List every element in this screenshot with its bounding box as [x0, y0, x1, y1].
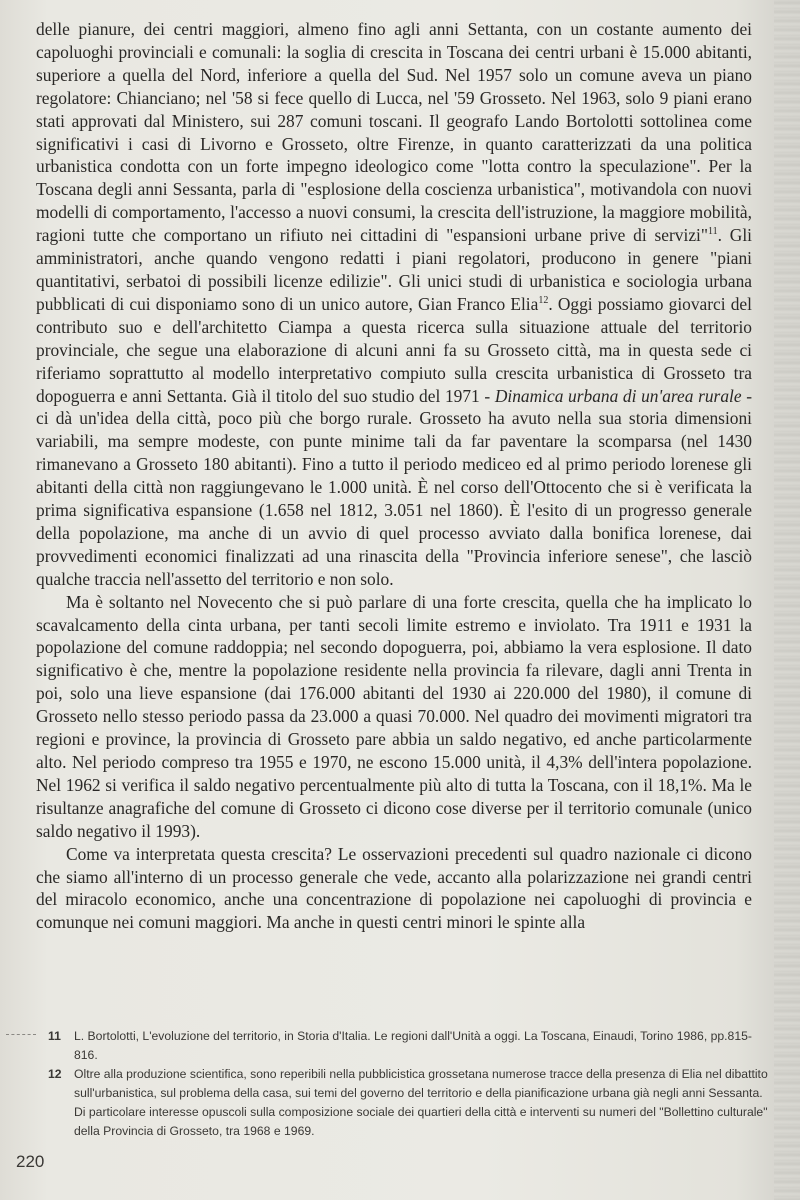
study-title: Dinamica urbana di un'area rurale: [494, 385, 742, 406]
body-text: [36, 18, 752, 934]
footnote-text: L. Bortolotti, L'evoluzione del territorio, in Storia d'Italia. Le regioni dall'Unità a oggi. La Toscana, Einaudi, Torino 1986, pp.815-816.: [74, 1029, 752, 1062]
footnote-separator: [6, 1034, 36, 1035]
footnotes: [48, 1027, 768, 1141]
page-number: 220: [16, 1152, 45, 1171]
paragraph-1: [36, 18, 752, 591]
paragraph-1-part-b: . Gli amministratori, anche quando vengono redatti i piani regolatori, producono in genere "piani quantitativi, serbatoi di possibili licenze edilizie". Gli unici studi di urbanistica e sociologia urbana pubblicati di cui disponiamo sono di un unico autore, Gian Franco Elia: [36, 225, 752, 314]
footnote-text: Oltre alla produzione scientifica, sono reperibili nella pubblicistica grossetana numerose tracce della presenza di Elia nel dibattito sull'urbanistica, sul problema della casa, sui temi del governo del territorio e della pianificazione urbana già negli anni Sessanta. Di particolare interesse opuscoli sulla composizione sociale dei quartieri della città e interventi su numeri del "Bollettino culturale" della Provincia di Grosseto, tra 1968 e 1969.: [74, 1067, 768, 1138]
paragraph-2: Ma è soltanto nel Novecento che si può parlare di una forte crescita, quella che ha implicato lo scavalcamento della cinta urbana, per tanti secoli limite estremo e inviolato. Tra 1911 e 1931 la popolazione del comune raddoppia; nel secondo dopoguerra, poi, abbiamo la vera esplosione. Il dato significativo è che, mentre la popolazione residente nella provincia fa rilevare, dagli anni Trenta in poi, solo una lieve espansione (dai 176.000 abitanti del 1930 ai 220.000 del 1980), il comune di Grosseto nello stesso periodo passa da 23.000 a quasi 70.000. Nel quadro dei movimenti migratori tra regioni e province, la provincia di Grosseto pare abbia un saldo negativo, ed anche particolarmente alto. Nel periodo compreso tra 1955 e 1970, ne escono 15.000 unità, il 4,3% dell'intera popolazione. Nel 1962 si verifica il saldo negativo percentualmente più alto di tutta la Toscana, con il 18,1%. Ma le risultanze anagrafiche del comune di Grosseto ci dicono cose diverse per il territorio comunale (unico saldo negativo il 1993).: [36, 591, 752, 841]
paragraph-1-part-d: - ci dà un'idea della città, poco più che borgo rurale. Grosseto ha avuto nella sua storia dimensioni variabili, ma sempre modeste, con punte minime tali da far paventare la scomparsa (nel 1430 rimanevano a Grosseto 180 abitanti). Fino a tutto il periodo mediceo ed al primo periodo lorenese gli abitanti della città non raggiungevano le 1.000 unità. È nel corso dell'Ottocento che si è verificata la prima significativa espansione (1.658 nel 1812, 3.051 nel 1860). È l'esito di un progresso generale della popolazione, ma anche di un avvio di quel processo avviato dalla bonifica lorenese, dai provvedimenti economici finalizzati ad una rinascita della "Provincia inferiore senese", che lasciò qualche traccia nell'assetto del territorio e non solo.: [36, 385, 752, 589]
page-edge: [774, 0, 800, 1200]
footnote-number: 11: [48, 1029, 61, 1043]
paragraph-3: Come va interpretata questa crescita? Le osservazioni precedenti sul quadro nazionale ci dicono che siamo all'interno di un processo generale che vede, accanto alla polarizzazione nei grandi centri del miracolo economico, anche una concentrazione di popolazione nei capoluoghi di provincia e comunque nei comuni maggiori. Ma anche in questi centri minori le spinte alla: [36, 843, 752, 933]
footnote-number: 12: [48, 1067, 62, 1081]
footnote-11: [48, 1027, 768, 1065]
paragraph-1-part-c: . Oggi possiamo giovarci del contributo suo e dell'architetto Ciampa a questa ricerca sulla situazione attuale del territorio provinciale, che segue una elaborazione di alcuni anni fa su Grosseto città, ma in questa sede ci riferiamo soprattutto al modello interpretativo compiuto sulla crescita urbanistica di Grosseto tra dopoguerra e anni Settanta. Già il titolo del suo studio del 1971 -: [36, 293, 752, 406]
footnote-ref-12: 12: [538, 295, 549, 307]
footnote-12: [48, 1065, 768, 1141]
footnote-ref-11: 11: [707, 226, 718, 238]
paragraph-1-part-a: delle pianure, dei centri maggiori, almeno fino agli anni Settanta, con un costante aumento dei capoluoghi provinciali e comunali: la soglia di crescita in Toscana dei centri urbani è 15.000 abitanti, superiore a quella del Nord, inferiore a quella del Sud. Nel 1957 solo un comune aveva un piano regolatore: Chianciano; nel '58 si fece quello di Lucca, nel '59 Grosseto. Nel 1963, solo 9 piani erano stati approvati dal Ministero, sui 287 comuni toscani. Il geografo Lando Bortolotti sottolinea come significativi i casi di Livorno e Grosseto, oltre Firenze, in quanto caratterizzati da una politica urbanistica condotta con un forte impegno ideologico come "lotta contro la speculazione". Per la Toscana degli anni Sessanta, parla di "esplosione della coscienza urbanistica", motivandola con nuovi modelli di comportamento, l'accesso a nuovi consumi, la crescita dell'istruzione, la maggiore mobilità, ragioni tutte che comportano un rifiuto nei cittadini di "espansioni urbane prive di servizi": [36, 19, 752, 246]
